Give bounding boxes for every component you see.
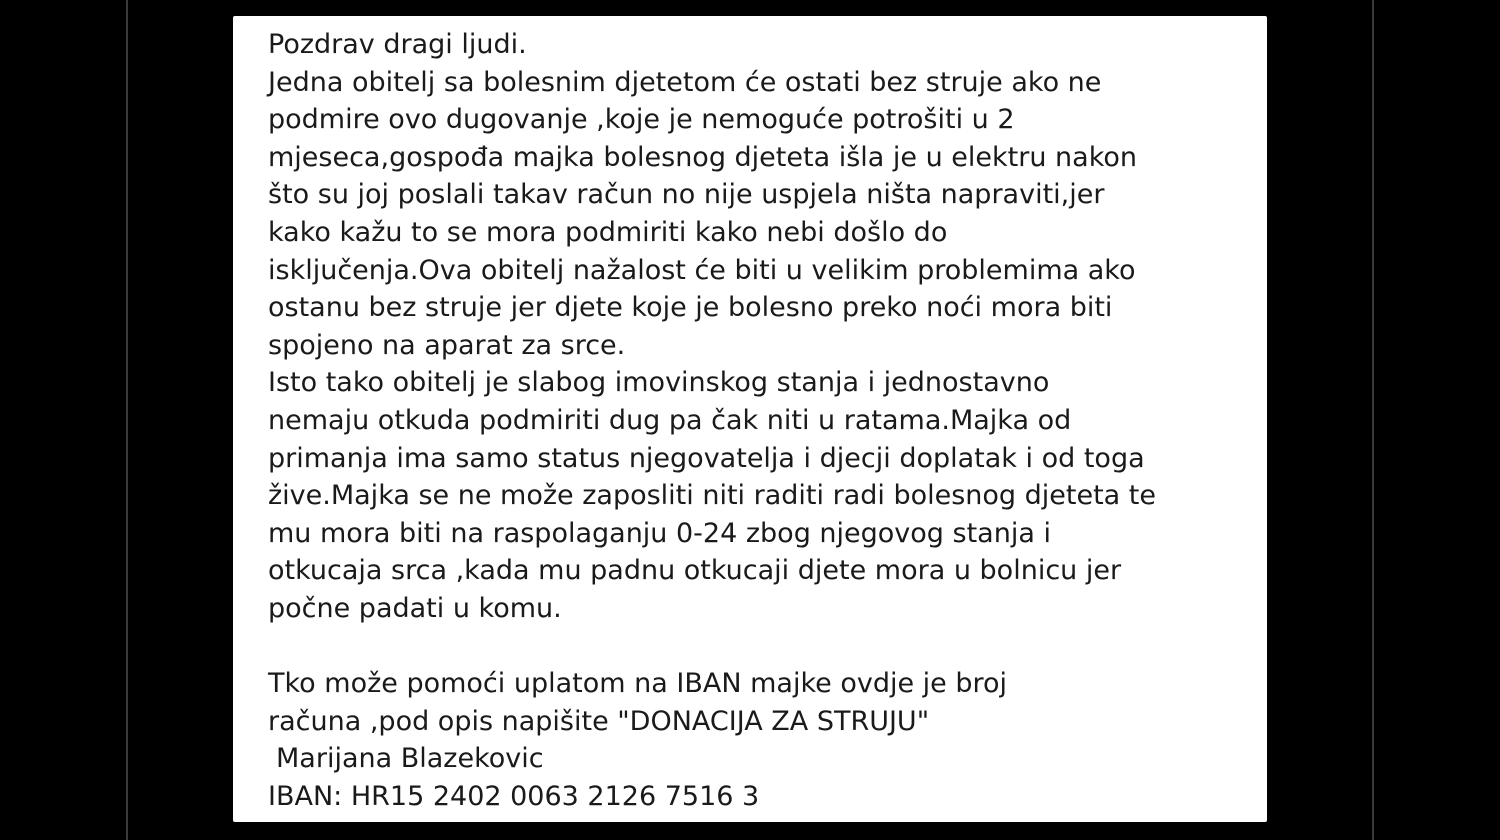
- paragraph-1-line: isključenja.Ova obitelj nažalost će biti u velikim problemima ako: [268, 254, 1136, 286]
- paragraph-3-line: Tko može pomoći uplatom na IBAN majke ovdje je broj: [268, 668, 1008, 700]
- paragraph-2-line: otkucaja srca ,kada mu padnu otkucaji djete mora u bolnicu jer: [268, 555, 1122, 587]
- paragraph-3-line: računa ,pod opis napišite "DONACIJA ZA STRUJU": [268, 705, 930, 737]
- greeting-line: Pozdrav dragi ljudi.: [268, 29, 527, 60]
- paragraph-2-line: počne padati u komu.: [268, 592, 562, 624]
- paragraph-2-line: Isto tako obitelj je slabog imovinskog stanja i jednostavno: [268, 367, 1050, 399]
- left-border-line: [126, 0, 128, 840]
- paragraph-2-line: primanja ima samo status njegovatelja i djecji doplatak i od toga: [268, 442, 1145, 474]
- account-holder-name: Marijana Blazekovic: [276, 743, 544, 775]
- paragraph-2-line: mu mora biti na raspolaganju 0-24 zbog njegovog stanja i: [268, 517, 1051, 549]
- paragraph-1-line: Jedna obitelj sa bolesnim djetetom će ostati bez struje ako ne: [268, 66, 1102, 98]
- paragraph-2-line: nemaju otkuda podmiriti dug pa čak niti u ratama.Majka od: [268, 404, 1072, 436]
- message-text: [268, 26, 1248, 815]
- paragraph-spacer: [268, 628, 1248, 666]
- paragraph-1-line: podmire ovo dugovanje ,koje je nemoguće potrošiti u 2: [268, 104, 1015, 136]
- paragraph-1-line: što su joj poslali takav račun no nije uspjela ništa napraviti,jer: [268, 179, 1105, 211]
- right-border-line: [1372, 0, 1374, 840]
- paragraph-1-line: mjeseca,gospođa majka bolesnog djeteta išla je u elektru nakon: [268, 141, 1137, 173]
- paragraph-2-line: žive.Majka se ne može zaposliti niti raditi radi bolesnog djeteta te: [268, 480, 1157, 512]
- paragraph-1-line: kako kažu to se mora podmiriti kako nebi došlo do: [268, 216, 948, 248]
- iban-number: IBAN: HR15 2402 0063 2126 7516 3: [268, 780, 760, 812]
- paragraph-1-line: ostanu bez struje jer djete koje je bolesno preko noći mora biti: [268, 292, 1113, 324]
- paragraph-1-line: spojeno na aparat za srce.: [268, 329, 626, 361]
